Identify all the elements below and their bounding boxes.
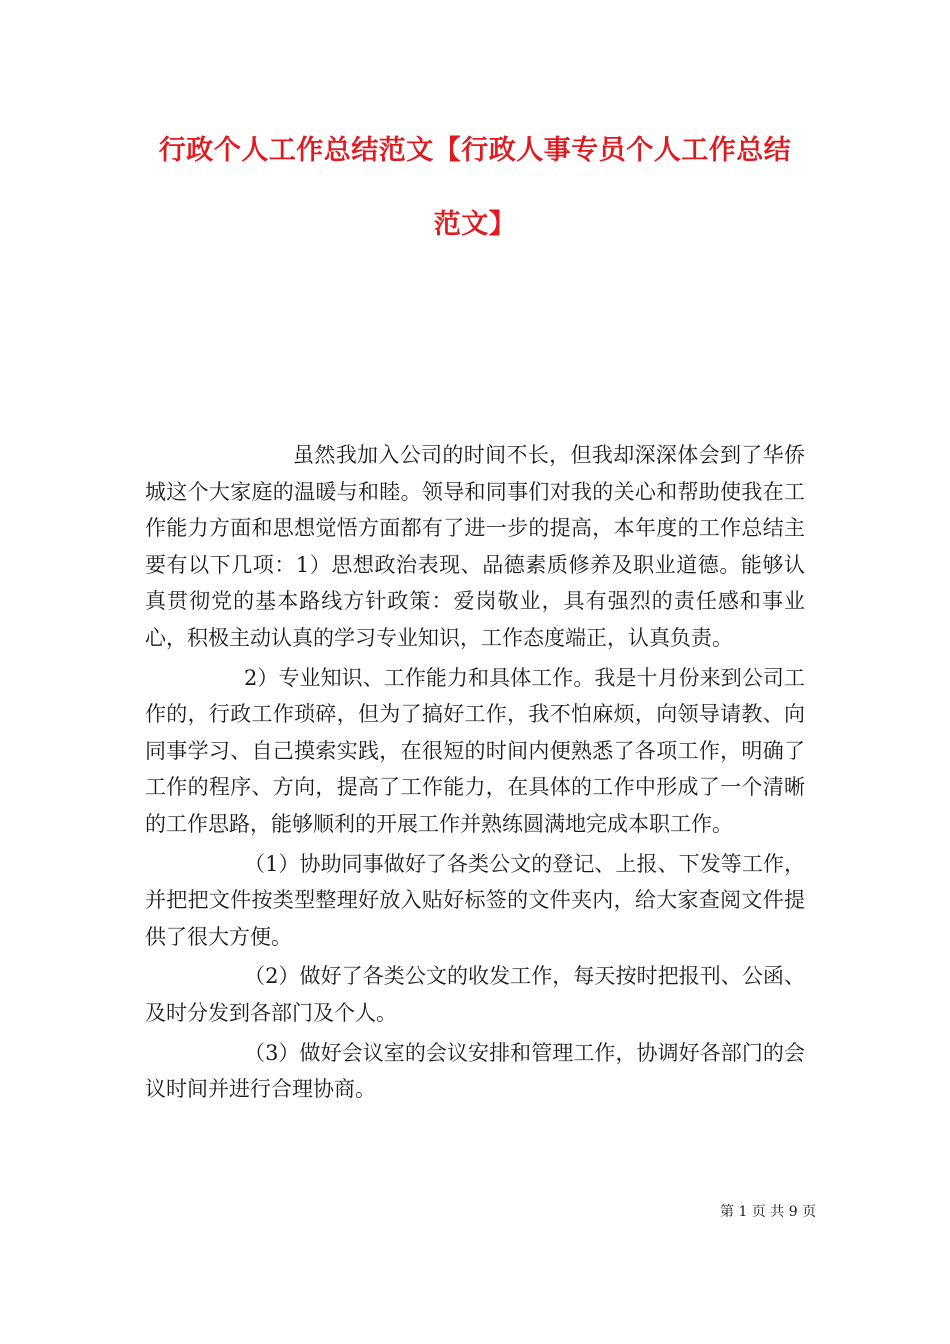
paragraph-item-3: （3）做好会议室的会议安排和管理工作，协调好各部门的会议时间并进行合理协商。 [145,1040,805,1102]
paragraph-intro: 虽然我加入公司的时间不长，但我却深深体会到了华侨城这个大家庭的温暖与和睦。领导和同事们对我的关心和帮助使我在工作能力方面和思想觉悟方面都有了进一步的提高，本年度的工作总结主要有以下几项：1）思想政治表现、品德素质修养及职业道德。能够认真贯彻党的基本路线方针政策：爱岗敬业，具有强烈的责任感和事业心，积极主动认真的学习专业知识，工作态度端正，认真负责。 [145,443,805,650]
document-body [145,437,805,1111]
document-title-line-1: 行政个人工作总结范文【行政人事专员个人工作总结 [158,135,792,166]
paragraph-item-1: （1）协助同事做好了各类公文的登记、上报、下发等工作，并把把文件按类型整理好放入贴好标签的文件夹内，给大家查阅文件提供了很大方便。 [145,851,805,949]
paragraph-professional-work: 2）专业知识、工作能力和具体工作。我是十月份来到公司工作的，行政工作琐碎，但为了搞好工作，我不怕麻烦，向领导请教、向同事学习、自己摸索实践，在很短的时间内便熟悉了各项工作，明确了工作的程序、方向，提高了工作能力，在具体的工作中形成了一个清晰的工作思路，能够顺利的开展工作并熟练圆满地完成本职工作。 [145,665,805,836]
paragraph-item-2: （2）做好了各类公文的收发工作，每天按时把报刊、公函、及时分发到各部门及个人。 [145,964,805,1025]
page-number-footer: 第 1 页 共 9 页 [720,1204,817,1220]
document-title-line-2: 范文】 [433,209,517,240]
